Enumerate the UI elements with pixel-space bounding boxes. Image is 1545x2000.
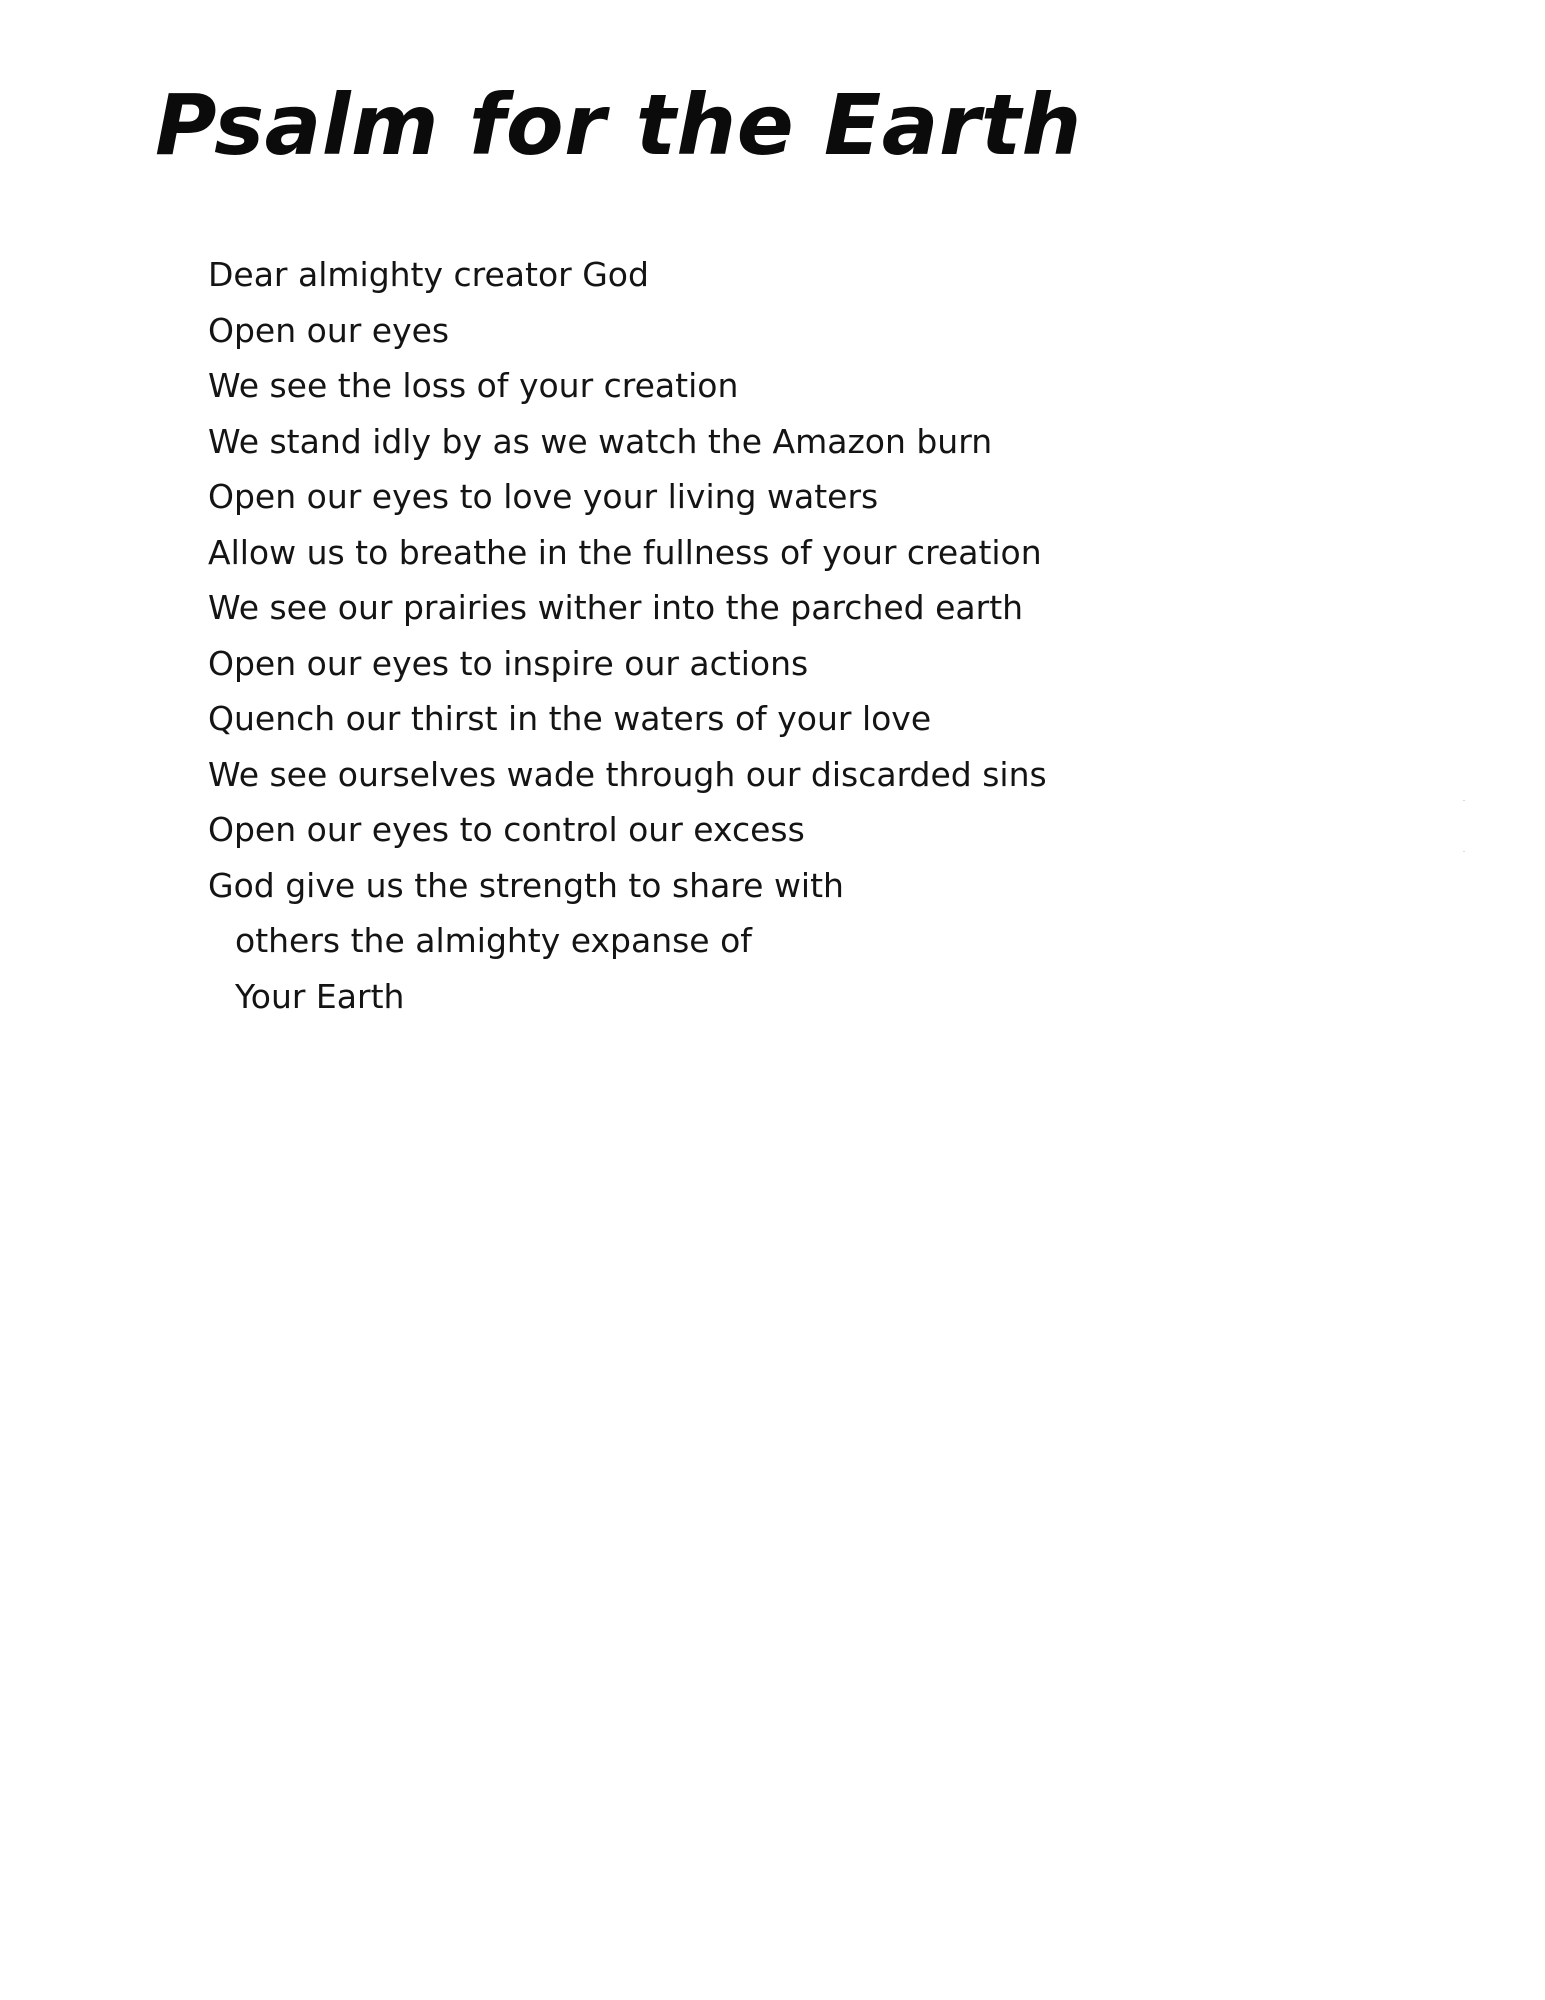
poem-line: We see the loss of your creation [208, 366, 739, 405]
poem-line: We stand idly by as we watch the Amazon burn [208, 421, 993, 461]
poem-line: God give us the strength to share with [208, 865, 844, 905]
poem-line-continuation: Your Earth [235, 976, 405, 1016]
poem-line: Allow us to breathe in the fullness of your creation [208, 532, 1042, 572]
poem-line: Dear almighty creator God [208, 255, 649, 294]
poem-line: Open our eyes to love your living waters [208, 477, 879, 516]
poem-line: We see our prairies wither into the parched earth [208, 588, 1024, 627]
scan-speck [1463, 800, 1465, 801]
poem-body [208, 247, 1047, 1024]
poem-line: Open our eyes to control our excess [208, 810, 805, 849]
poem-line: Open our eyes to inspire our actions [208, 643, 809, 683]
poem-line: Quench our thirst in the waters of your love [208, 699, 932, 738]
poem-line: Open our eyes [208, 310, 450, 350]
poem-line-continuation: others the almighty expanse of [235, 921, 752, 960]
poem-line: We see ourselves wade through our discarded sins [208, 754, 1047, 794]
page-title: Psalm for the Earth [155, 76, 1082, 174]
scan-speck [1463, 851, 1465, 852]
